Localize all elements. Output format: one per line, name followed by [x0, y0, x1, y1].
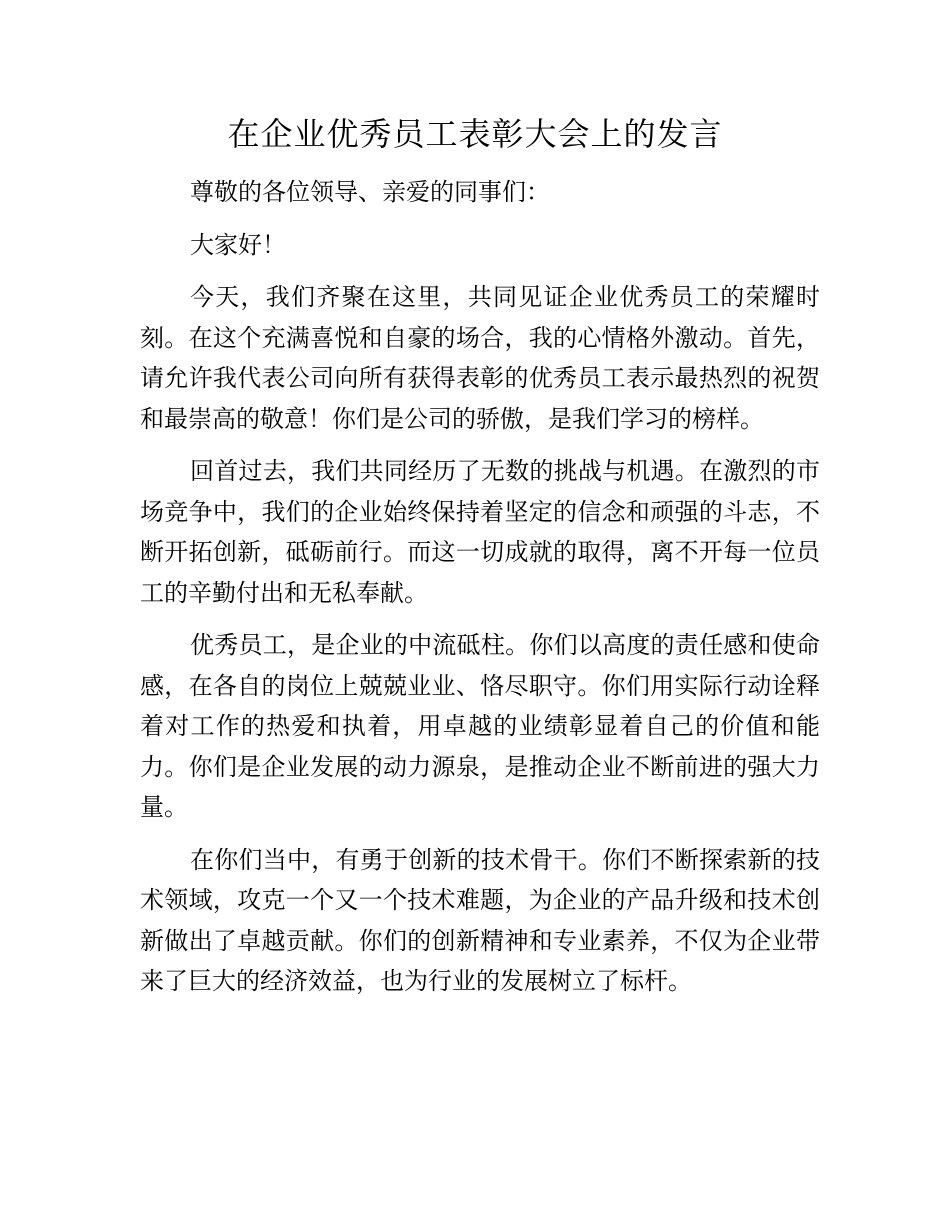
document-title: 在企业优秀员工表彰大会上的发言 [227, 115, 723, 153]
body-paragraph-1: 今天，我们齐聚在这里，共同见证企业优秀员工的荣耀时刻。在这个充满喜悦和自豪的场合，我的心情格外激动。首先，请允许我代表公司向所有获得表彰的优秀员工表示最热烈的祝贺和最崇高的敬意！你们是公司的骄傲，是我们学习的榜样。 [140, 283, 820, 433]
document-body [140, 172, 820, 1014]
body-paragraph-2: 回首过去，我们共同经历了无数的挑战与机遇。在激烈的市场竞争中，我们的企业始终保持着坚定的信念和顽强的斗志，不断开拓创新，砥砺前行。而这一切成就的取得，离不开每一位员工的辛勤付出和无私奉献。 [140, 457, 820, 607]
greeting-paragraph: 大家好！ [190, 230, 286, 259]
body-paragraph-3: 优秀员工，是企业的中流砥柱。你们以高度的责任感和使命感，在各自的岗位上兢兢业业、恪尽职守。你们用实际行动诠释着对工作的热爱和执着，用卓越的业绩彰显着自己的价值和能力。你们是企业发展的动力源泉，是推动企业不断前进的强大力量。 [140, 631, 820, 821]
body-paragraph-4: 在你们当中，有勇于创新的技术骨干。你们不断探索新的技术领域，攻克一个又一个技术难题，为企业的产品升级和技术创新做出了卓越贡献。你们的创新精神和专业素养，不仅为企业带来了巨大的经济效益，也为行业的发展树立了标杆。 [140, 845, 820, 995]
salutation-paragraph: 尊敬的各位领导、亲爱的同事们： [190, 178, 550, 206]
